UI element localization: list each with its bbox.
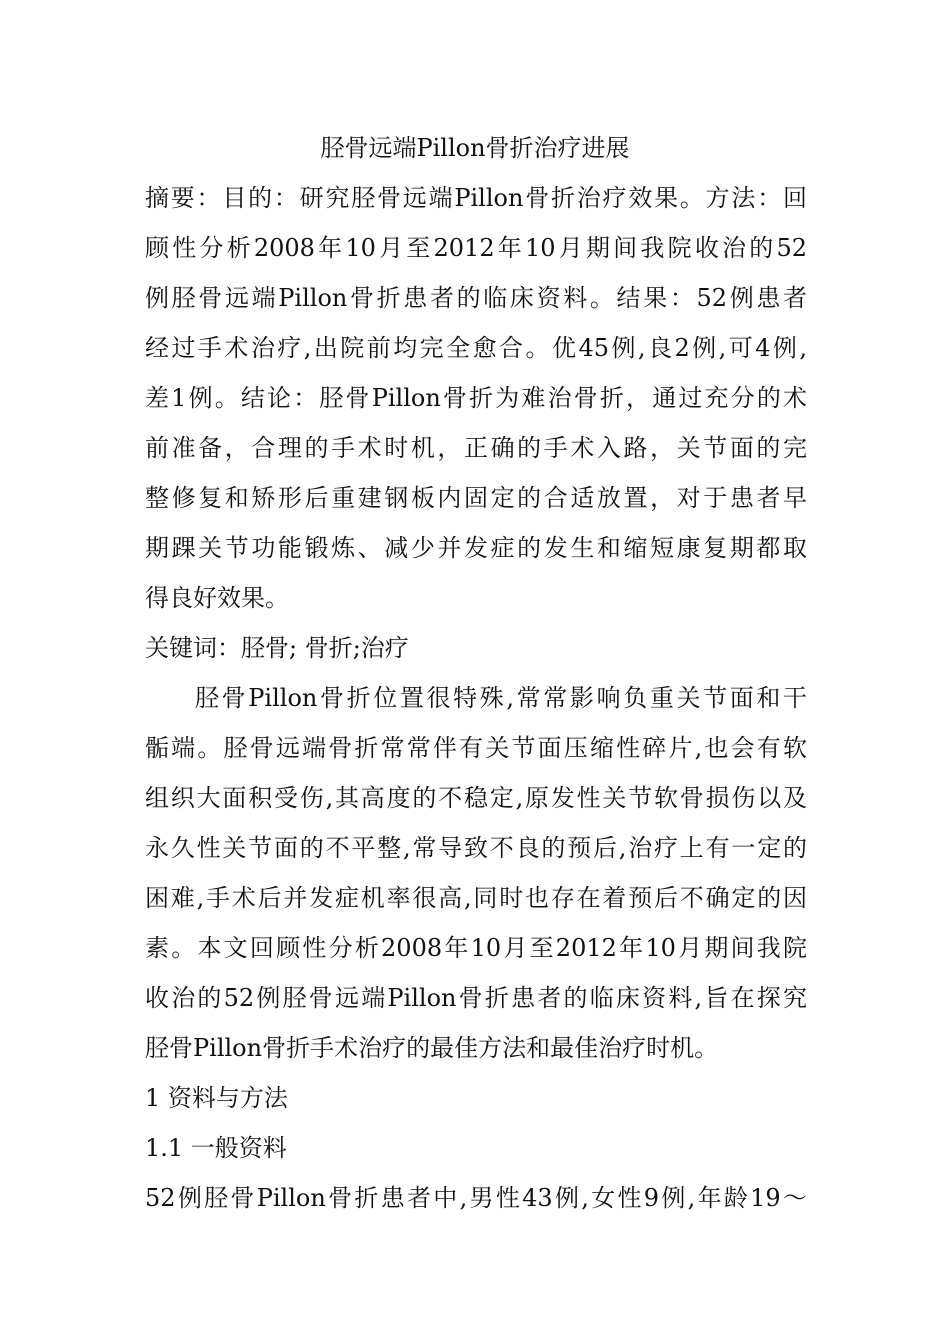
abstract-line: 期踝关节功能锻炼、减少并发症的发生和缩短康复期都取 xyxy=(145,534,807,562)
intro-line: 困难,手术后并发症机率很高,同时也存在着预后不确定的因 xyxy=(145,884,807,912)
abstract-line: 例胫骨远端Pillon骨折患者的临床资料。结果：52例患者 xyxy=(145,284,807,312)
abstract-line: 整修复和矫形后重建钢板内固定的合适放置，对于患者早 xyxy=(145,484,807,512)
abstract-line: 摘要：目的：研究胫骨远端Pillon骨折治疗效果。方法：回 xyxy=(145,184,807,212)
abstract-line: 顾性分析2008年10月至2012年10月期间我院收治的52 xyxy=(145,234,807,262)
abstract-line: 差1例。结论：胫骨Pillon骨折为难治骨折，通过充分的术 xyxy=(145,384,807,412)
intro-line: 永久性关节面的不平整,常导致不良的预后,治疗上有一定的 xyxy=(145,834,807,862)
subsection-heading: 1.1 一般资料 xyxy=(145,1134,287,1162)
keywords-line: 关键词：胫骨; 骨折;治疗 xyxy=(145,634,409,662)
intro-line: 素。本文回顾性分析2008年10月至2012年10月期间我院 xyxy=(145,934,807,962)
body-line: 52例胫骨Pillon骨折患者中,男性43例,女性9例,年龄19～ xyxy=(145,1184,807,1212)
intro-line: 胫骨Pillon骨折位置很特殊,常常影响负重关节面和干 xyxy=(195,684,807,712)
document-title: 胫骨远端Pillon骨折治疗进展 xyxy=(320,134,630,162)
abstract-line: 经过手术治疗,出院前均完全愈合。优45例,良2例,可4例, xyxy=(145,334,807,362)
abstract-line: 得良好效果。 xyxy=(145,584,289,612)
intro-line: 组织大面积受伤,其高度的不稳定,原发性关节软骨损伤以及 xyxy=(145,784,807,812)
section-heading: 1 资料与方法 xyxy=(145,1084,288,1112)
abstract-line: 前准备，合理的手术时机，正确的手术入路，关节面的完 xyxy=(145,434,807,462)
intro-line: 骺端。胫骨远端骨折常常伴有关节面压缩性碎片,也会有软 xyxy=(145,734,807,762)
intro-line: 胫骨Pillon骨折手术治疗的最佳方法和最佳治疗时机。 xyxy=(145,1034,719,1062)
intro-line: 收治的52例胫骨远端Pillon骨折患者的临床资料,旨在探究 xyxy=(145,984,807,1012)
